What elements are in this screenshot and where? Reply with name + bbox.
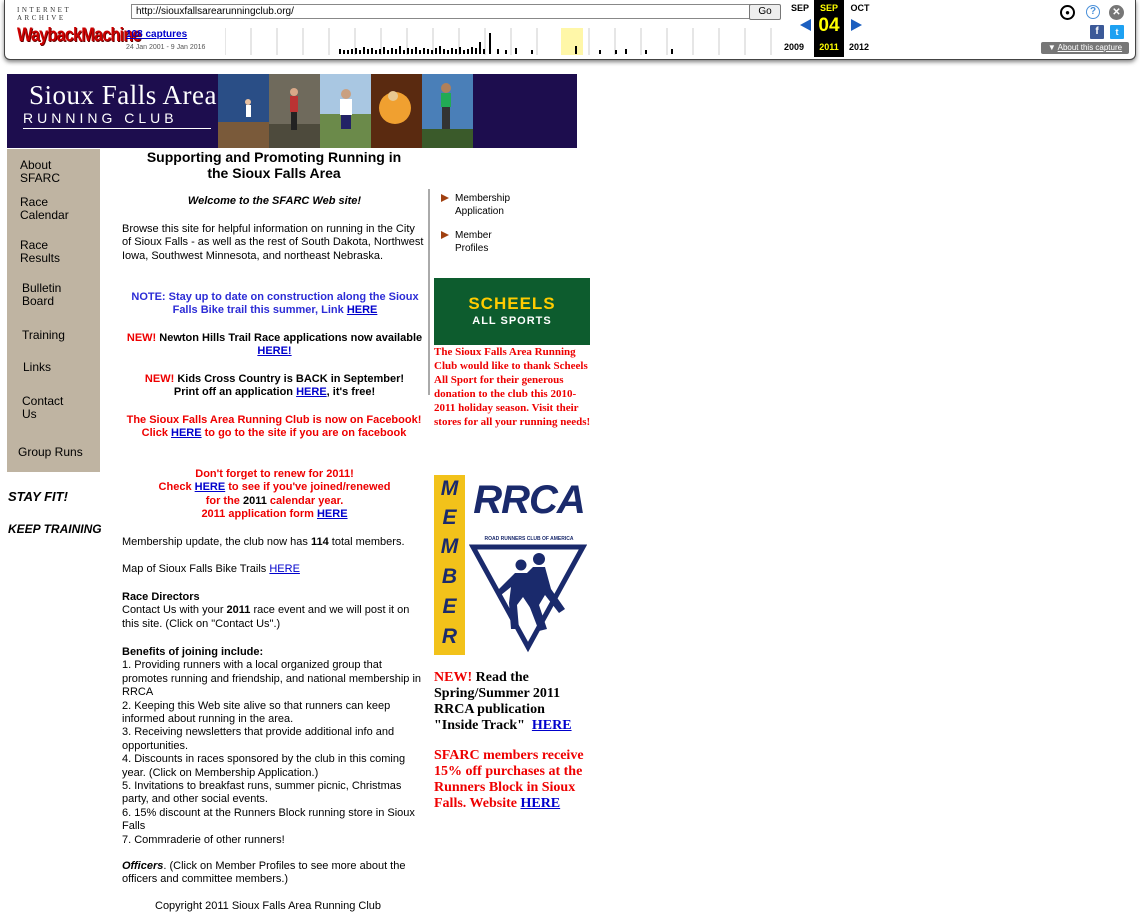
nav-label: Contact Us	[22, 394, 64, 421]
runner-photo-2	[269, 74, 320, 148]
construction-here-link[interactable]: HERE	[346, 304, 378, 317]
membership-application-link[interactable]: Membership Application	[455, 193, 511, 217]
benefit-item: 5. Invitations to breakfast runs, summer picnic, Christmas party, and other social events.	[122, 780, 402, 806]
current-year-label: 2011	[819, 42, 839, 52]
about-capture-label: About this capture	[1057, 43, 1123, 52]
prev-year-label: 2009	[784, 42, 805, 52]
renew-line-3: calendar year.	[269, 494, 344, 507]
banner-rule	[23, 128, 211, 129]
nav-label: About SFARC	[20, 158, 61, 185]
prev-month-label: SEP	[790, 3, 809, 13]
rrca-runners-icon	[469, 543, 587, 653]
facebook-text-2: to go to the site if you are on facebook	[204, 427, 407, 440]
member-letter: B	[441, 565, 458, 588]
facebook-here-link[interactable]: HERE	[171, 427, 202, 440]
close-icon[interactable]: ✕	[1109, 5, 1124, 20]
nav-links[interactable]	[23, 361, 51, 374]
nav-label: Training	[22, 328, 65, 342]
bullet-arrow-icon	[441, 194, 449, 202]
nav-label: Group Runs	[18, 445, 83, 459]
scheels-logo[interactable]	[434, 278, 590, 345]
help-icon[interactable]: ?	[1086, 5, 1100, 19]
nav-about-sfarc[interactable]	[20, 159, 60, 185]
facebook-text-1: The Sioux Falls Area Running Club is now on Facebook! Click	[126, 414, 422, 440]
runner-photo-3	[320, 74, 371, 148]
banner-title: Sioux Falls Area	[29, 80, 217, 110]
benefit-item: 4. Discounts in races sponsored by the club in this coming year. (Click on Membership Application.)	[122, 753, 406, 779]
nav-group-runs[interactable]	[18, 446, 83, 459]
bike-trails-line	[122, 563, 427, 576]
nav-race-calendar[interactable]	[20, 196, 69, 222]
officers-section	[122, 860, 427, 887]
next-capture-arrow-icon[interactable]	[851, 19, 862, 31]
benefit-item: 3. Receiving newsletters that provide additional info and opportunities.	[122, 726, 395, 752]
runners-block-discount	[434, 748, 592, 812]
race-directors-text-b: race event and we will post it on this site. (Click on "Contact Us".)	[122, 604, 410, 630]
user-account-icon[interactable]: ●	[1060, 5, 1075, 20]
current-month-label: SEP	[819, 3, 838, 13]
wayback-logo[interactable]	[17, 6, 141, 46]
construction-note	[120, 291, 430, 318]
membership-update	[122, 536, 427, 549]
keep-training-slogan: KEEP TRAINING	[8, 522, 102, 536]
column-divider	[428, 189, 430, 395]
nav-label: Bulletin Board	[22, 281, 62, 308]
race-directors-text-a: Contact Us with your	[122, 604, 224, 617]
newton-hills-text: Newton Hills Trail Race applications now available	[159, 332, 423, 344]
sidebar-nav	[7, 149, 100, 472]
renew-for-text: for the	[205, 494, 240, 507]
rrca-member-logo[interactable]	[434, 475, 590, 657]
nav-training[interactable]	[22, 329, 65, 342]
site-banner	[7, 74, 577, 148]
stay-fit-slogan: STAY FIT!	[8, 489, 68, 504]
renewal-notice	[122, 468, 427, 522]
next-year-label: 2012	[849, 42, 870, 52]
kids-xc-text: Kids Cross Country is BACK in September!	[177, 373, 405, 385]
benefit-item: 2. Keeping this Web site alive so that runners can keep informed about running in the area.	[122, 699, 391, 726]
nav-label: Race Calendar	[20, 195, 69, 222]
kids-xc-free-text: , it's free!	[326, 386, 376, 399]
renew-line-1: Don't forget to renew for 2011!	[195, 468, 354, 480]
application-form-here-link[interactable]: HERE	[316, 508, 348, 521]
scheels-thanks-text: The Sioux Falls Area Running Club would like to thank Scheels All Sport for their generous donation to the club this 2010-2011 holiday season. Visit their stores for all your running needs!	[434, 346, 591, 428]
member-letter: R	[441, 625, 458, 648]
race-directors-year: 2011	[226, 604, 251, 617]
bullet-arrow-icon	[441, 231, 449, 239]
scheels-logo-subtext: ALL SPORTS	[472, 315, 552, 327]
benefit-item: 6. 15% discount at the Runners Block running store in Sioux Falls	[122, 806, 415, 833]
welcome-text: Welcome to the SFARC Web site!	[187, 195, 362, 207]
race-directors-section	[122, 591, 427, 631]
rrca-logo-text: RRCA	[473, 478, 585, 522]
newton-hills-here-link[interactable]: HERE!	[257, 345, 292, 358]
inside-track-text: Read the Spring/Summer 2011 RRCA publication "Inside Track"	[434, 670, 561, 733]
facebook-icon[interactable]: f	[1090, 25, 1104, 39]
captures-link[interactable]: 108 captures	[126, 29, 188, 40]
runners-block-here-link[interactable]: HERE	[520, 796, 561, 811]
kids-xc-print-text: Print off an application	[173, 386, 294, 399]
member-letter: E	[442, 595, 457, 618]
kids-xc-notice	[122, 373, 427, 400]
twitter-icon[interactable]: t	[1110, 25, 1124, 39]
member-letter: M	[440, 535, 459, 558]
inside-track-here-link[interactable]: HERE	[531, 718, 572, 733]
banner-subtitle: RUNNING CLUB	[23, 110, 178, 126]
membership-update-text-a: Membership update, the club now has	[122, 536, 308, 548]
current-capture-date	[814, 0, 844, 57]
wayback-toolbar	[4, 0, 1136, 60]
member-letter: M	[440, 477, 459, 500]
application-form-text: 2011 application form	[201, 508, 314, 521]
wayback-logo-top: INTERNET ARCHIVE	[17, 6, 72, 22]
go-button[interactable]: Go	[749, 4, 781, 20]
renew-year: 2011	[242, 494, 267, 507]
intro-paragraph: Browse this site for helpful information on running in the City of Sioux Falls - as well as the rest of South Dakota, Northwest Iowa, Southwest Minnesota, and northeast Nebraska.	[122, 223, 424, 262]
renew-check-text: Check	[158, 481, 192, 494]
nav-contact-us[interactable]	[22, 395, 63, 421]
officers-label: Officers	[122, 860, 164, 872]
member-letter: E	[442, 506, 457, 529]
construction-note-text: NOTE: Stay up to date on construction along the Sioux Falls Bike trail this summer, Link	[131, 291, 419, 317]
race-directors-title: Race Directors	[122, 591, 200, 603]
bike-trails-text: Map of Sioux Falls Bike Trails	[122, 563, 267, 575]
capture-date-range: 24 Jan 2001 - 9 Jan 2016	[126, 44, 206, 51]
runner-photo-5	[422, 74, 473, 148]
benefits-section	[122, 646, 428, 847]
discount-text: SFARC members receive 15% off purchases at the Runners Block in Sioux Falls. Website	[434, 748, 584, 811]
nav-label: Links	[23, 360, 52, 374]
benefit-item: 7. Commraderie of other runners!	[122, 833, 285, 846]
nav-race-results[interactable]	[20, 239, 60, 265]
rrca-logo-subtext: ROAD RUNNERS CLUB OF AMERICA	[484, 536, 574, 542]
facebook-notice	[124, 414, 424, 441]
new-tag: NEW!	[434, 670, 473, 685]
wayback-logo-main: WaybackMachine	[17, 25, 141, 46]
runner-photo-4	[371, 74, 422, 148]
next-month-label: OCT	[850, 3, 870, 13]
membership-update-text-b: total members.	[331, 536, 405, 548]
officers-text: . (Click on Member Profiles to see more about the officers and committee members.)	[122, 860, 406, 886]
nav-label: Race Results	[20, 238, 61, 265]
member-vertical-banner	[434, 475, 465, 655]
prev-capture-arrow-icon[interactable]	[800, 19, 811, 31]
inside-track-notice	[434, 670, 592, 734]
copyright: Copyright 2011 Sioux Falls Area Running Club	[155, 900, 382, 912]
benefits-title: Benefits of joining include:	[122, 646, 264, 658]
new-tag: NEW!	[144, 373, 175, 385]
newton-hills-notice	[122, 332, 427, 359]
current-day-label: 04	[818, 15, 840, 36]
member-profiles-link[interactable]: Member Profiles	[455, 230, 492, 254]
kids-xc-here-link[interactable]: HERE	[296, 386, 327, 399]
url-input[interactable]: http://siouxfallsarearunningclub.org/	[131, 4, 755, 19]
capture-sparkline[interactable]	[225, 28, 785, 55]
about-capture-button[interactable]: ▼ About this capture	[1041, 42, 1129, 54]
scheels-logo-text: SCHEELS	[468, 294, 556, 313]
nav-bulletin-board[interactable]	[22, 282, 61, 308]
new-tag: NEW!	[126, 332, 157, 344]
bike-trails-here-link[interactable]: HERE	[269, 563, 300, 575]
renew-here-link[interactable]: HERE	[194, 481, 226, 494]
benefit-item: 1. Providing runners with a local organized group that promotes running and friendship, and national membership in RRCA	[122, 659, 422, 699]
member-count: 114	[310, 536, 329, 548]
page-heading: Supporting and Promoting Running in the Sioux Falls Area	[146, 149, 402, 181]
runner-photo-1	[218, 74, 269, 148]
renew-line-2: to see if you've joined/renewed	[228, 481, 391, 494]
